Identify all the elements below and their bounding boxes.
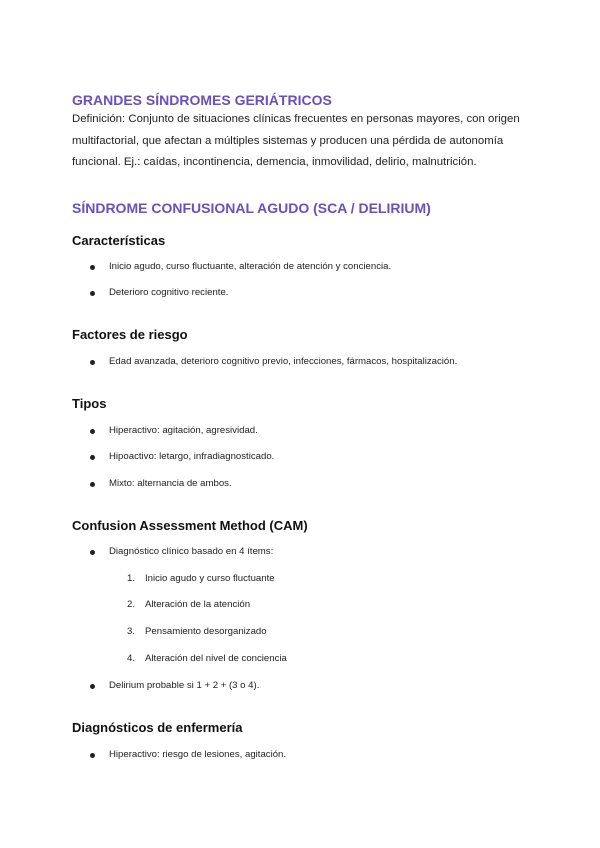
heading-caracteristicas: Características <box>72 233 166 248</box>
numbered-item: Inicio agudo y curso fluctuante <box>145 573 275 584</box>
definition-line: funcional. Ej.: caídas, incontinencia, demencia, inmovilidad, delirio, malnutrición. <box>72 156 477 168</box>
list-item: Mixto: alternancia de ambos. <box>109 478 232 489</box>
list-item: Deterioro cognitivo reciente. <box>109 287 229 298</box>
list-item: Inicio agudo, curso fluctuante, alteración de atención y conciencia. <box>109 261 392 272</box>
bullet-icon <box>90 265 95 270</box>
list-number: 3. <box>127 626 136 637</box>
page-title: GRANDES SÍNDROMES GERIÁTRICOS <box>72 92 332 108</box>
bullet-icon <box>90 429 95 434</box>
section-title: SÍNDROME CONFUSIONAL AGUDO (SCA / DELIRIUM) <box>72 200 431 216</box>
list-number: 1. <box>127 573 136 584</box>
list-item: Delirium probable si 1 + 2 + (3 o 4). <box>109 680 260 691</box>
bullet-icon <box>90 291 95 296</box>
list-number: 4. <box>127 653 136 664</box>
bullet-icon <box>90 360 95 365</box>
bullet-icon <box>90 684 95 689</box>
list-item: Hipoactivo: letargo, infradiagnosticado. <box>109 451 275 462</box>
bullet-icon <box>90 482 95 487</box>
definition-line: multifactorial, que afectan a múltiples sistemas y producen una pérdida de autonomía <box>72 135 504 147</box>
heading-tipos: Tipos <box>72 396 107 411</box>
heading-cam: Confusion Assessment Method (CAM) <box>72 518 308 533</box>
numbered-item: Alteración de la atención <box>145 599 251 610</box>
list-number: 2. <box>127 599 136 610</box>
heading-factores: Factores de riesgo <box>72 327 188 342</box>
list-item: Hiperactivo: agitación, agresividad. <box>109 425 258 436</box>
list-item: Diagnóstico clínico basado en 4 ítems: <box>109 546 274 557</box>
list-item: Hiperactivo: riesgo de lesiones, agitación. <box>109 749 287 760</box>
bullet-icon <box>90 753 95 758</box>
definition-line: Definición: Conjunto de situaciones clínicas frecuentes en personas mayores, con origen <box>72 113 520 125</box>
bullet-icon <box>90 550 95 555</box>
list-item: Edad avanzada, deterioro cognitivo previo, infecciones, fármacos, hospitalización. <box>109 356 458 367</box>
bullet-icon <box>90 455 95 460</box>
heading-diagnosticos: Diagnósticos de enfermería <box>72 720 243 735</box>
numbered-item: Alteración del nivel de conciencia <box>145 653 287 664</box>
numbered-item: Pensamiento desorganizado <box>145 626 267 637</box>
